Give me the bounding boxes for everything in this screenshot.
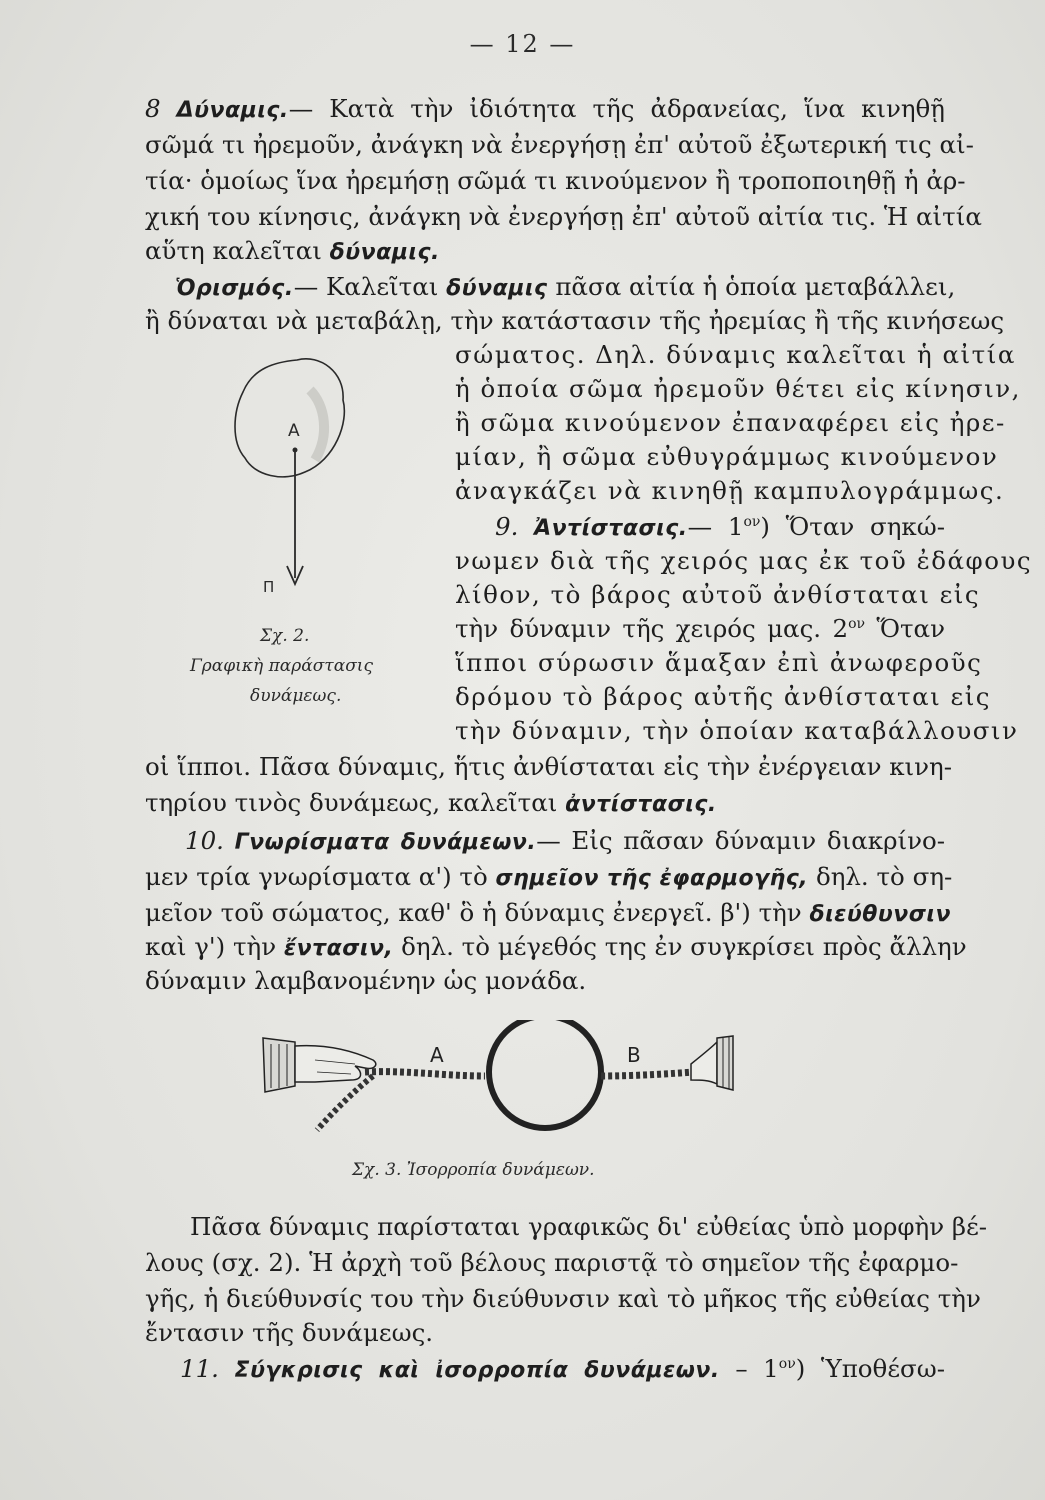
- figure-2-caption-3: δυνάμεως.: [250, 686, 342, 706]
- paragraph-line: οἱ ἵπποι. Πᾶσα δύναμις, ἥτις ἀνθίσταται εἰς τὴν ἐνέργειαν κινη-: [145, 752, 953, 781]
- section-10-heading: Γνωρίσματα δυνάμεων.: [234, 830, 537, 855]
- paragraph-line: καὶ γ') τὴν ἔντασιν, δηλ. τὸ μέγεθός της ἐν συγκρίσει πρὸς ἄλλην: [145, 932, 967, 961]
- paragraph-line: ἔντασιν τῆς δυνάμεως.: [145, 1318, 434, 1347]
- term-dynamis-2: δύναμις: [446, 276, 548, 301]
- paragraph-line: ἢ σῶμα κινούμενον ἐπαναφέρει εἰς ἠρε-: [455, 408, 1006, 437]
- ring: [489, 1020, 601, 1128]
- figure-2-caption-1: Σχ. 2.: [260, 626, 310, 646]
- section-9-number: 9.: [495, 512, 519, 541]
- section-11-heading: Σύγκρισις καὶ ἰσορροπία δυνάμεων.: [234, 1358, 720, 1383]
- figure-2-force-diagram: [225, 350, 365, 610]
- figure-3-caption: Σχ. 3. Ἰσορροπία δυνάμεων.: [352, 1160, 595, 1180]
- figure-2-label-p: Π: [263, 578, 275, 596]
- term-dynamis: δύναμις.: [329, 240, 440, 265]
- section-11-number: 11.: [180, 1354, 219, 1383]
- paragraph-line: δρόμου τὸ βάρος αὐτῆς ἀνθίσταται εἰς: [455, 682, 992, 711]
- figure-3-label-a: A: [430, 1043, 444, 1067]
- rope-end: [317, 1076, 373, 1130]
- definition-heading: Ὁρισμός.: [175, 276, 294, 301]
- section-8-line-1: [145, 92, 945, 128]
- application-point: [293, 448, 298, 453]
- paragraph-line: χική του κίνησις, ἀνάγκη νὰ ἐνεργήσῃ ἐπ' αὐτοῦ αἰτία τις. Ἡ αἰτία: [145, 202, 982, 231]
- paragraph-line: νωμεν διὰ τῆς χειρός μας ἐκ τοῦ ἐδάφους: [455, 546, 1033, 575]
- right-rope: [601, 1072, 695, 1076]
- paragraph-line: γῆς, ἡ διεύθυνσίς του τὴν διεύθυνσιν καὶ τὸ μῆκος τῆς εὐθείας τὴν: [145, 1284, 981, 1313]
- paragraph-line: μεν τρία γνωρίσματα α') τὸ σημεῖον τῆς ἐφαρμογῆς, δηλ. τὸ ση-: [145, 862, 953, 891]
- right-hand-icon: [691, 1036, 733, 1090]
- paragraph-line: ἢ δύναται νὰ μεταβάλῃ, τὴν κατάστασιν τῆς ἠρεμίας ἢ τῆς κινήσεως: [145, 306, 1005, 335]
- section-11-line-1: 11. Σύγκρισις καὶ ἰσορροπία δυνάμεων. – $1^{o\nu}$) Ὑποθέσω-: [180, 1354, 945, 1383]
- section-9-line-1: 9. Ἀντίστασις.— $1^{o\nu}$) Ὅταν σηκώ-: [495, 512, 945, 541]
- paragraph-line: τὴν δύναμιν, τὴν ὁποίαν καταβάλλουσιν: [455, 716, 1019, 745]
- paragraph-line: δύναμιν λαμβανομένην ὡς μονάδα.: [145, 966, 587, 995]
- term-point-of-application: σημεῖον τῆς ἐφαρμογῆς,: [495, 866, 809, 891]
- paragraph-line: λους (σχ. 2). Ἡ ἀρχὴ τοῦ βέλους παριστᾷ τὸ σημεῖον τῆς ἐφαρμο-: [145, 1248, 959, 1277]
- figure-2-label-a: A: [288, 421, 300, 441]
- paragraph-line: σώματος. Δηλ. δύναμις καλεῖται ἡ αἰτία: [455, 340, 1016, 369]
- section-10-line-1: 10. Γνωρίσματα δυνάμεων.— Εἰς πᾶσαν δύναμιν διακρίνο-: [185, 826, 946, 855]
- section-8-heading: Δύναμις.: [176, 98, 289, 123]
- definition-line-1: Ὁρισμός.— Καλεῖται δύναμις πᾶσα αἰτία ἡ ὁποία μεταβάλλει,: [175, 272, 956, 301]
- paragraph-line: ἀναγκάζει νὰ κινηθῇ καμπυλογράμμως.: [455, 476, 1005, 505]
- figure-3-label-b: B: [627, 1043, 641, 1067]
- paragraph-line: ἡ ὁποία σῶμα ἠρεμοῦν θέτει εἰς κίνησιν,: [455, 374, 1021, 403]
- paragraph-line: Πᾶσα δύναμις παρίσταται γραφικῶς δι' εὐθείας ὑπὸ μορφὴν βέ-: [190, 1212, 988, 1241]
- paragraph-line: λίθον, τὸ βάρος αὐτοῦ ἀνθίσταται εἰς: [455, 580, 981, 609]
- paragraph-line: τὴν δύναμιν τῆς χειρός μας. $2^{o\nu}$ Ὅταν: [455, 614, 945, 643]
- paragraph-line: ἵπποι σύρωσιν ἅμαξαν ἐπὶ ἀνωφεροῦς: [455, 648, 983, 677]
- term-intensity: ἔντασιν,: [283, 936, 394, 961]
- section-8-text: — Κατὰ τὴν ἰδιότητα τῆς ἀδρανείας, ἵνα κινηθῇ: [288, 94, 945, 123]
- page-number: — 12 —: [469, 30, 576, 58]
- figure-3-equilibrium-diagram: [255, 1020, 735, 1150]
- section-10-number: 10.: [185, 826, 224, 855]
- paragraph-line: μεῖον τοῦ σώματος, καθ' ὃ ἡ δύναμις ἐνεργεῖ. β') τὴν διεύθυνσιν: [145, 898, 951, 927]
- left-rope: [365, 1072, 485, 1076]
- term-direction: διεύθυνσιν: [809, 902, 951, 927]
- section-9-heading: Ἀντίστασις.: [534, 516, 688, 541]
- figure-2-caption-2: Γραφικὴ παράστασις: [190, 656, 373, 676]
- paragraph-line: μίαν, ἢ σῶμα εὐθυγράμμως κινούμενον: [455, 442, 999, 471]
- section-8-number: 8: [145, 94, 161, 123]
- paragraph-line: τία· ὁμοίως ἵνα ἠρεμήσῃ σῶμά τι κινούμενον ἢ τροποποιηθῇ ἡ ἀρ-: [145, 166, 966, 195]
- paragraph-line: τηρίου τινὸς δυνάμεως, καλεῖται ἀντίστασις.: [145, 788, 717, 817]
- term-antistasis: ἀντίστασις.: [565, 792, 717, 817]
- paragraph-line: σῶμά τι ἠρεμοῦν, ἀνάγκη νὰ ἐνεργήσῃ ἐπ' αὐτοῦ ἐξωτερική τις αἰ-: [145, 130, 974, 159]
- paragraph-line: αὕτη καλεῖται δύναμις.: [145, 236, 440, 265]
